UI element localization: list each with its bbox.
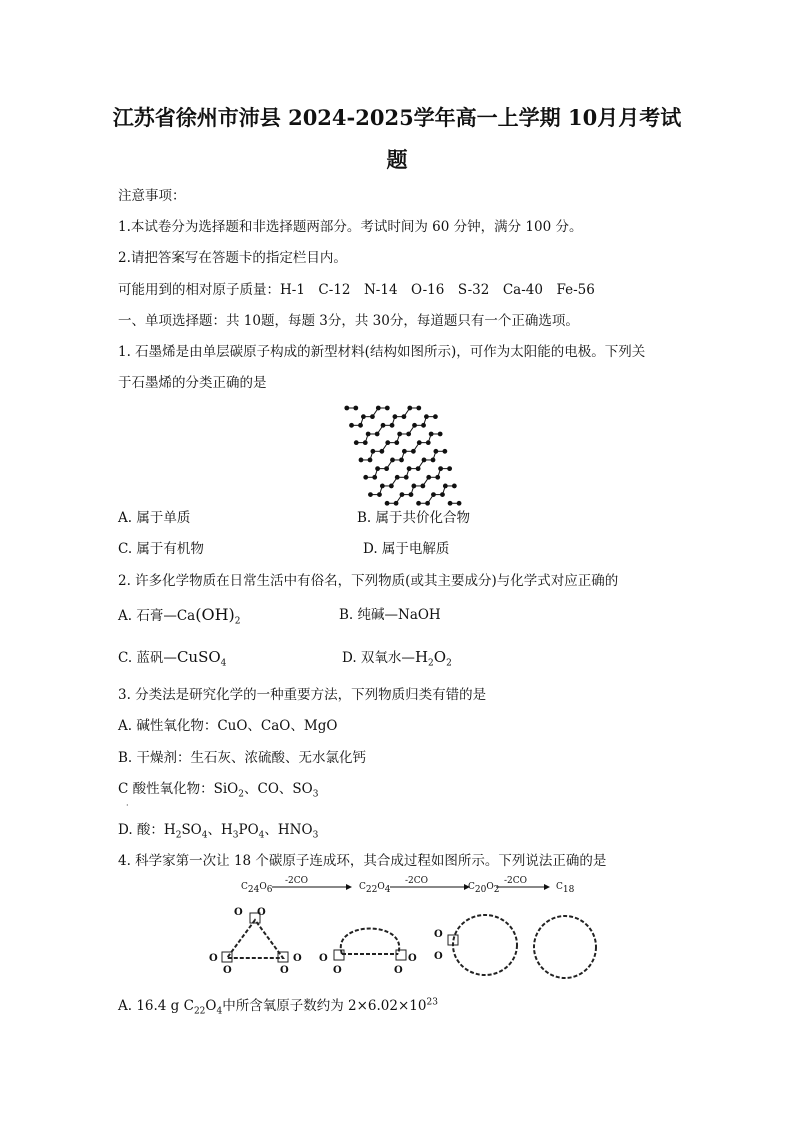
question-2-option-a xyxy=(118,606,241,625)
species-c22o4 xyxy=(359,878,390,896)
graphene-atom xyxy=(411,449,416,454)
graphene-atom xyxy=(353,406,358,411)
stray-dot: · xyxy=(126,801,129,810)
graphene-atom xyxy=(457,501,462,506)
formula-subscript: 2 xyxy=(428,658,434,669)
formula-subscript: 24 xyxy=(247,884,260,895)
oxygen-label: O xyxy=(293,953,302,964)
question-1-stem-continued: 于石墨烯的分类正确的是 xyxy=(118,375,267,391)
graphene-atom xyxy=(442,449,447,454)
oxygen-label: O xyxy=(434,929,443,940)
graphene-atom xyxy=(425,501,430,506)
reaction-arrow-3 xyxy=(496,882,550,892)
option-a-label: A. 石膏— xyxy=(118,608,177,624)
species-c20o2 xyxy=(468,878,499,896)
graphene-atom xyxy=(397,432,402,437)
question-1-option-c: C. 属于有机物 xyxy=(118,541,204,557)
graphene-atom xyxy=(394,501,399,506)
formula-part: SO xyxy=(181,822,202,838)
graphene-atom xyxy=(385,501,390,506)
graphene-atom xyxy=(375,466,380,471)
formula-subscript: 22 xyxy=(193,1006,206,1017)
oxygen-label: O xyxy=(209,953,218,964)
formula-subscript: 4 xyxy=(220,658,227,669)
graphene-atom xyxy=(375,432,380,437)
graphene-atom xyxy=(358,423,363,428)
formula-subscript: 4 xyxy=(384,884,391,895)
formula-subscript: 3 xyxy=(312,830,319,841)
graphene-atom xyxy=(409,492,414,497)
graphene-atom xyxy=(421,423,426,428)
formula-part: O xyxy=(259,882,267,892)
notice-item-2: 2.请把答案写在答题卡的指定栏目内。 xyxy=(118,250,347,266)
graphene-atom xyxy=(390,458,395,463)
graphene-atom xyxy=(400,492,405,497)
graphene-atom xyxy=(363,475,368,480)
graphene-atom xyxy=(368,458,373,463)
atomic-masses: 可能用到的相对原子质量：H-1 C-12 N-14 O-16 S-32 Ca-40 Fe-56 xyxy=(118,282,595,298)
formula-subscript: 4 xyxy=(201,830,208,841)
formula-subscript: 3 xyxy=(312,789,319,800)
notice-item-1: 1.本试卷分为选择题和非选择题两部分。考试时间为 60 分钟，满分 100 分。 xyxy=(118,219,583,235)
question-4-option-a xyxy=(118,997,438,1015)
graphene-atom xyxy=(402,414,407,419)
reaction-arrow-1 xyxy=(272,882,352,892)
graphene-atom xyxy=(426,475,431,480)
graphene-atom xyxy=(438,466,443,471)
graphene-atom xyxy=(422,458,427,463)
c20o2-structure xyxy=(430,915,530,985)
graphene-atom xyxy=(431,458,436,463)
graphene-atom xyxy=(438,432,443,437)
formula-o: O xyxy=(433,648,447,666)
option-a-text: A. 16.4 g C xyxy=(118,998,194,1014)
option-c-text: C 酸性氧化物：SiO xyxy=(118,781,239,797)
question-3-option-c xyxy=(118,780,318,798)
oxygen-label: O xyxy=(394,965,403,976)
formula-part: O xyxy=(377,882,385,892)
graphene-atom xyxy=(416,406,421,411)
formula-subscript: 4 xyxy=(216,1006,223,1017)
graphene-atom xyxy=(443,484,448,489)
graphene-atom xyxy=(354,440,359,445)
question-2-option-c xyxy=(118,648,226,667)
graphene-atom xyxy=(440,492,445,497)
graphene-atom xyxy=(411,484,416,489)
graphene-atom xyxy=(384,466,389,471)
formula-subscript: 2 xyxy=(493,884,500,895)
formula-superscript: 23 xyxy=(426,997,438,1008)
formula-part: O xyxy=(205,998,217,1014)
species-c18 xyxy=(556,878,574,896)
graphene-atom xyxy=(379,449,384,454)
oxygen-label: O xyxy=(333,965,342,976)
graphene-atom xyxy=(393,414,398,419)
question-3-option-b: B. 干燥剂：生石灰、浓硫酸、无水氯化钙 xyxy=(118,750,367,766)
graphene-atom xyxy=(452,484,457,489)
graphene-atom xyxy=(399,458,404,463)
section-heading: 一、单项选择题：共 10题，每题 3分，共 30分，每道题只有一个正确选项。 xyxy=(118,313,579,329)
species-c24o6 xyxy=(241,878,272,896)
reaction-arrow-2 xyxy=(390,882,470,892)
graphene-atom xyxy=(394,440,399,445)
graphene-atom xyxy=(380,484,385,489)
graphene-structure-figure xyxy=(334,400,464,500)
option-c-text-2: 、CO、SO xyxy=(244,781,313,797)
question-1-option-b: B. 属于共价化合物 xyxy=(357,510,471,526)
oxygen-label: O xyxy=(223,965,232,976)
formula-subscript: 2 xyxy=(234,616,241,627)
question-1-stem: 1. 石墨烯是由单层碳原子构成的新型材料(结构如图所示)，可作为太阳能的电极。下列关 xyxy=(118,344,646,360)
graphene-atom xyxy=(447,466,452,471)
graphene-atom xyxy=(433,449,438,454)
question-2-option-b: B. 纯碱—NaOH xyxy=(339,607,441,623)
formula-ca: Ca xyxy=(176,608,196,624)
formula-subscript: 2 xyxy=(175,830,182,841)
question-3-option-d xyxy=(118,821,318,839)
arrow-label-2: -2CO xyxy=(405,876,429,886)
graphene-atom xyxy=(359,458,364,463)
formula-part: PO xyxy=(238,822,259,838)
graphene-atom xyxy=(381,423,386,428)
graphene-atom xyxy=(420,484,425,489)
graphene-atom xyxy=(426,440,431,445)
graphene-atom xyxy=(402,449,407,454)
formula-subscript: 4 xyxy=(258,830,265,841)
graphene-atom xyxy=(416,501,421,506)
formula-part: C xyxy=(468,882,475,892)
notice-heading: 注意事项： xyxy=(118,188,186,204)
graphene-atom xyxy=(412,423,417,428)
option-d-text: D. 酸：H xyxy=(118,822,176,838)
formula-part: C xyxy=(556,882,563,892)
graphene-atom xyxy=(395,475,400,480)
graphene-atom xyxy=(385,406,390,411)
formula-part: C xyxy=(241,882,248,892)
question-2-stem: 2. 许多化学物质在日常生活中有俗名，下列物质(或其主要成分)与化学式对应正确的 xyxy=(118,573,619,589)
option-a-text-2: 中所含氧原子数约为 2×6.02×10 xyxy=(222,998,427,1014)
arrow-label-1: -2CO xyxy=(285,876,309,886)
graphene-atom xyxy=(417,440,422,445)
option-c-label: C. 蓝矾— xyxy=(118,650,177,666)
question-4-stem: 4. 科学家第一次让 18 个碳原子连成环，其合成过程如图所示。下列说法正确的是 xyxy=(118,853,607,869)
oxygen-label: O xyxy=(408,953,417,964)
oxygen-label: O xyxy=(319,953,328,964)
graphene-atom xyxy=(407,406,412,411)
formula-subscript: 18 xyxy=(562,884,575,895)
formula-cuso: CuSO xyxy=(176,648,221,666)
graphene-atom xyxy=(372,475,377,480)
formula-subscript: 22 xyxy=(365,884,378,895)
graphene-atom xyxy=(376,406,381,411)
formula-subscript: 3 xyxy=(232,830,239,841)
formula-subscript: 2 xyxy=(446,658,452,669)
graphene-atom xyxy=(406,432,411,437)
graphene-atom xyxy=(363,440,368,445)
graphene-atom xyxy=(366,432,371,437)
graphene-atom xyxy=(435,475,440,480)
c18-ring-structure xyxy=(527,912,607,982)
graphene-atom xyxy=(390,423,395,428)
formula-subscript: 2 xyxy=(238,789,244,800)
graphene-atom xyxy=(424,414,429,419)
formula-subscript: 20 xyxy=(474,884,487,895)
formula-part: 、H xyxy=(207,822,233,838)
graphene-atom xyxy=(389,484,394,489)
oxygen-label: O xyxy=(257,907,266,918)
oxygen-label: O xyxy=(234,907,243,918)
graphene-atom xyxy=(431,492,436,497)
page-title: 江苏省徐州市沛县 2024-2025学年高一上学期 10月月考试 xyxy=(112,105,682,130)
graphene-atom xyxy=(361,414,366,419)
arrow-label-3: -2CO xyxy=(504,876,528,886)
question-1-option-d: D. 属于电解质 xyxy=(363,541,450,557)
graphene-atom xyxy=(433,414,438,419)
formula-part: C xyxy=(359,882,366,892)
oxygen-label: O xyxy=(434,951,443,962)
graphene-atom xyxy=(377,492,382,497)
graphene-atom xyxy=(429,432,434,437)
graphene-atom xyxy=(407,466,412,471)
graphene-atom xyxy=(416,466,421,471)
oxygen-label: O xyxy=(280,965,289,976)
formula-part: 、HNO xyxy=(264,822,313,838)
question-3-option-a: A. 碱性氧化物：CuO、CaO、MgO xyxy=(118,718,338,734)
graphene-atom xyxy=(385,440,390,445)
option-d-label: D. 双氧水— xyxy=(342,650,415,666)
question-2-option-d xyxy=(342,648,452,667)
graphene-atom xyxy=(404,475,409,480)
page-title-continued: 题 xyxy=(386,147,408,172)
formula-oh: (OH) xyxy=(195,605,235,624)
question-3-stem: 3. 分类法是研究化学的一种重要方法，下列物质归类有错的是 xyxy=(118,687,487,703)
formula-part: O xyxy=(486,882,494,892)
graphene-atom xyxy=(448,501,453,506)
formula-subscript: 6 xyxy=(266,884,273,895)
graphene-atom xyxy=(344,406,349,411)
graphene-atom xyxy=(349,423,354,428)
graphene-atom xyxy=(370,414,375,419)
question-1-option-a: A. 属于单质 xyxy=(118,510,191,526)
formula-h: H xyxy=(414,648,429,666)
graphene-atom xyxy=(368,492,373,497)
c24o6-structure xyxy=(205,900,305,980)
graphene-atom xyxy=(370,449,375,454)
